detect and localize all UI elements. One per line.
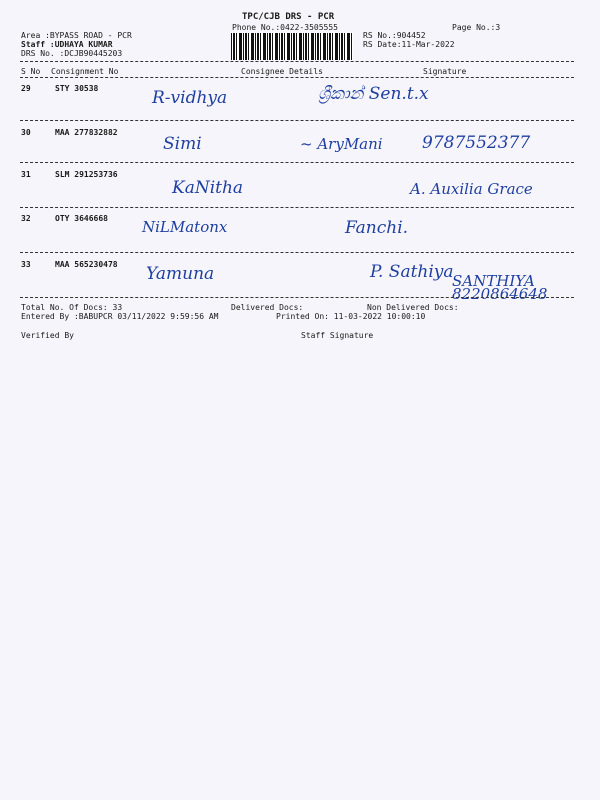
handwritten-signature: Fanchi.	[345, 218, 409, 238]
row-sno: 29	[21, 84, 31, 93]
row-consignment: OTY 3646668	[55, 214, 108, 223]
row-consignment: SLM 291253736	[55, 170, 118, 179]
divider	[20, 207, 574, 208]
column-header-sno: S No	[21, 67, 41, 76]
handwritten-consignee: NiLMatonx	[142, 218, 228, 236]
divider	[20, 120, 574, 121]
area-label: Area :BYPASS ROAD - PCR	[21, 31, 132, 40]
handwritten-signature: ශ්‍රීකාන් Sen.t.x	[318, 84, 429, 104]
total-docs: Total No. Of Docs: 33	[21, 303, 123, 312]
rs-date: RS Date:11-Mar-2022	[363, 40, 455, 49]
row-sno: 31	[21, 170, 31, 179]
row-consignment: STY 30538	[55, 84, 99, 93]
printed-on: Printed On: 11-03-2022 10:00:10	[276, 312, 426, 321]
row-consignment: MAA 565230478	[55, 260, 118, 269]
divider	[20, 252, 574, 253]
handwritten-consignee: KaNitha	[172, 178, 244, 198]
drs-number: DRS No. :DCJB90445203	[21, 49, 123, 58]
delivered-docs: Delivered Docs:	[231, 303, 304, 312]
handwritten-consignee: R-vidhya	[152, 88, 228, 108]
column-header-signature: Signature	[423, 67, 467, 76]
entered-by: Entered By :BABUPCR 03/11/2022 9:59:56 AM	[21, 312, 219, 321]
document-title: TPC/CJB DRS - PCR	[242, 12, 335, 22]
handwritten-phone: SANTHIYA 8220864648	[452, 272, 548, 303]
row-sno: 33	[21, 260, 31, 269]
handwritten-signature: A. Auxilia Grace	[410, 180, 533, 198]
divider	[20, 77, 574, 78]
column-header-consignee: Consignee Details	[241, 67, 323, 76]
handwritten-consignee: Yamuna	[146, 264, 215, 284]
handwritten-signature: ~ AryMani	[300, 135, 383, 153]
page-number: Page No.:3	[452, 23, 501, 32]
handwritten-consignee: Simi	[163, 134, 202, 154]
staff-signature-label: Staff Signature	[301, 331, 374, 340]
handwritten-signature: P. Sathiya	[370, 262, 454, 282]
row-sno: 30	[21, 128, 31, 137]
column-header-consignment: Consignment No	[51, 67, 119, 76]
phone-number: Phone No.:0422-3505555	[232, 23, 338, 32]
row-sno: 32	[21, 214, 31, 223]
divider	[20, 162, 574, 163]
handwritten-phone: 9787552377	[422, 133, 531, 153]
row-consignment: MAA 277832882	[55, 128, 118, 137]
rs-number: RS No.:904452	[363, 31, 426, 40]
divider	[20, 61, 574, 62]
non-delivered-docs: Non Delivered Docs:	[367, 303, 459, 312]
staff-label: Staff :UDHAYA KUMAR	[21, 40, 113, 49]
verified-by-label: Verified By	[21, 331, 74, 340]
divider	[20, 297, 574, 298]
barcode-image	[231, 33, 353, 60]
